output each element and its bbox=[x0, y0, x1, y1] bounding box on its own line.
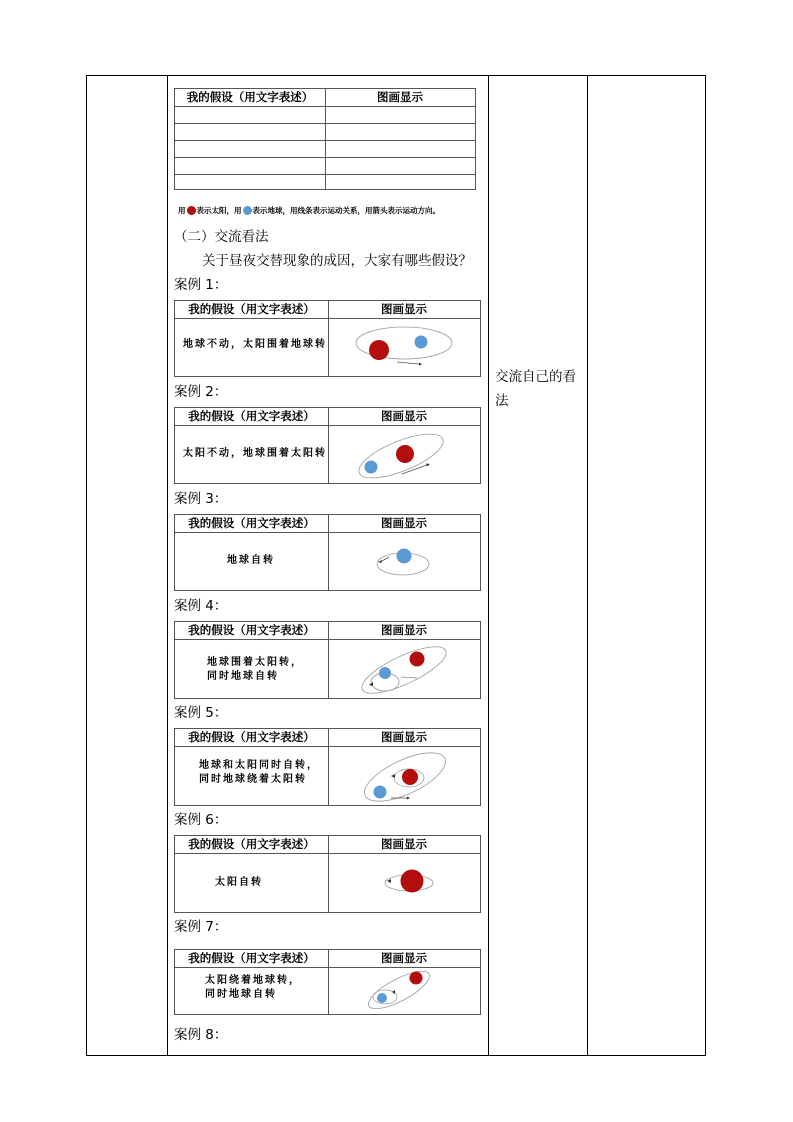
header-drawing: 图画显示 bbox=[381, 409, 427, 423]
case-diagram bbox=[329, 640, 480, 698]
header-hypothesis: 我的假设（用文字表述） bbox=[188, 951, 315, 965]
red-circle-icon bbox=[402, 769, 418, 785]
header-hypothesis: 我的假设（用文字表述） bbox=[186, 90, 314, 104]
case-label: 案例 8： bbox=[174, 1027, 228, 1043]
orbit-line bbox=[364, 968, 434, 1014]
header-drawing: 图画显示 bbox=[381, 730, 427, 744]
blue-circle-icon bbox=[374, 786, 387, 799]
row-line bbox=[175, 123, 475, 124]
hypothesis-text: 同时地球自转 bbox=[207, 671, 279, 682]
header-hypothesis: 我的假设（用文字表述） bbox=[188, 837, 315, 851]
header-drawing: 图画显示 bbox=[377, 90, 423, 104]
case-diagram bbox=[329, 854, 480, 912]
row-line bbox=[175, 157, 475, 158]
case-table bbox=[174, 407, 481, 484]
case-diagram bbox=[329, 533, 480, 590]
student-activity: 交流自己的看法 bbox=[495, 369, 576, 409]
case-table bbox=[174, 949, 481, 1015]
row-line bbox=[175, 174, 475, 175]
legend-text: 用 bbox=[178, 206, 186, 215]
case-label: 案例 3： bbox=[174, 491, 228, 507]
red-circle-icon bbox=[187, 206, 196, 215]
header-hypothesis: 我的假设（用文字表述） bbox=[188, 409, 315, 423]
case-diagram bbox=[329, 319, 480, 376]
case-diagram bbox=[329, 426, 480, 483]
hypothesis-text: 地球自转 bbox=[227, 555, 275, 566]
red-circle-icon bbox=[410, 972, 423, 985]
blue-circle-icon bbox=[415, 336, 428, 349]
red-circle-icon bbox=[369, 340, 389, 360]
case-table bbox=[174, 621, 481, 699]
arrow-icon bbox=[401, 677, 417, 678]
hypothesis-text: 地球和太阳同时自转， bbox=[199, 760, 319, 771]
case-diagram bbox=[329, 968, 480, 1014]
case-label: 案例 4： bbox=[174, 598, 228, 614]
red-circle-icon bbox=[401, 870, 424, 893]
hypothesis-text: 太阳自转 bbox=[215, 877, 263, 888]
orbit-line bbox=[356, 640, 451, 698]
legend-text: 表示太阳，用 bbox=[196, 206, 242, 215]
case-table bbox=[174, 835, 481, 913]
column-divider bbox=[488, 76, 489, 1055]
hypothesis-text: 同时地球绕着太阳转 bbox=[199, 774, 307, 785]
header-drawing: 图画显示 bbox=[381, 623, 427, 637]
hypothesis-text: 太阳不动，地球围着太阳转 bbox=[183, 448, 327, 459]
header-hypothesis: 我的假设（用文字表述） bbox=[188, 730, 315, 744]
legend-note bbox=[178, 205, 440, 216]
case-table bbox=[174, 300, 481, 377]
case-diagram bbox=[329, 747, 480, 805]
blue-circle-icon bbox=[243, 206, 252, 215]
blue-circle-icon bbox=[377, 993, 387, 1003]
blue-circle-icon bbox=[365, 461, 378, 474]
arrow-icon bbox=[397, 362, 419, 364]
arrow-icon bbox=[392, 990, 395, 994]
arrow-icon bbox=[391, 774, 395, 778]
case-label: 案例 6： bbox=[174, 812, 228, 828]
blank-hypothesis-table bbox=[174, 88, 476, 190]
case-label: 案例 7： bbox=[174, 919, 228, 935]
case-label: 案例 2： bbox=[174, 384, 228, 400]
red-circle-icon bbox=[396, 445, 414, 463]
case-table bbox=[174, 514, 481, 591]
case-table bbox=[174, 728, 481, 806]
legend-text: 表示地球，用线条表示运动关系，用箭头表示运动方向。 bbox=[252, 206, 440, 215]
header-drawing: 图画显示 bbox=[381, 302, 427, 316]
question-text: 关于昼夜交替现象的成因，大家有哪些假设？ bbox=[202, 253, 472, 269]
arrow-icon bbox=[407, 797, 410, 800]
header-drawing: 图画显示 bbox=[381, 516, 427, 530]
row-line bbox=[175, 140, 475, 141]
arrow-icon bbox=[426, 464, 430, 467]
arrow-icon bbox=[382, 557, 389, 561]
header-drawing: 图画显示 bbox=[381, 951, 427, 965]
section-title: （二）交流看法 bbox=[174, 229, 269, 245]
header-hypothesis: 我的假设（用文字表述） bbox=[188, 302, 315, 316]
column-divider bbox=[587, 76, 588, 1055]
blue-circle-icon bbox=[397, 549, 412, 564]
hypothesis-text: 地球不动，太阳围着地球转 bbox=[183, 339, 327, 350]
blue-circle-icon bbox=[379, 667, 391, 679]
hypothesis-text: 同时地球自转 bbox=[205, 989, 277, 1000]
red-circle-icon bbox=[410, 652, 425, 667]
header-drawing: 图画显示 bbox=[381, 837, 427, 851]
case-label: 案例 5： bbox=[174, 705, 228, 721]
arrow-icon bbox=[419, 363, 422, 366]
column-divider bbox=[167, 76, 168, 1055]
header-hypothesis: 我的假设（用文字表述） bbox=[188, 623, 315, 637]
case-label: 案例 1： bbox=[174, 277, 228, 293]
hypothesis-text: 太阳绕着地球转， bbox=[205, 975, 301, 986]
header-hypothesis: 我的假设（用文字表述） bbox=[188, 516, 315, 530]
hypothesis-text: 地球围着太阳转， bbox=[207, 657, 303, 668]
